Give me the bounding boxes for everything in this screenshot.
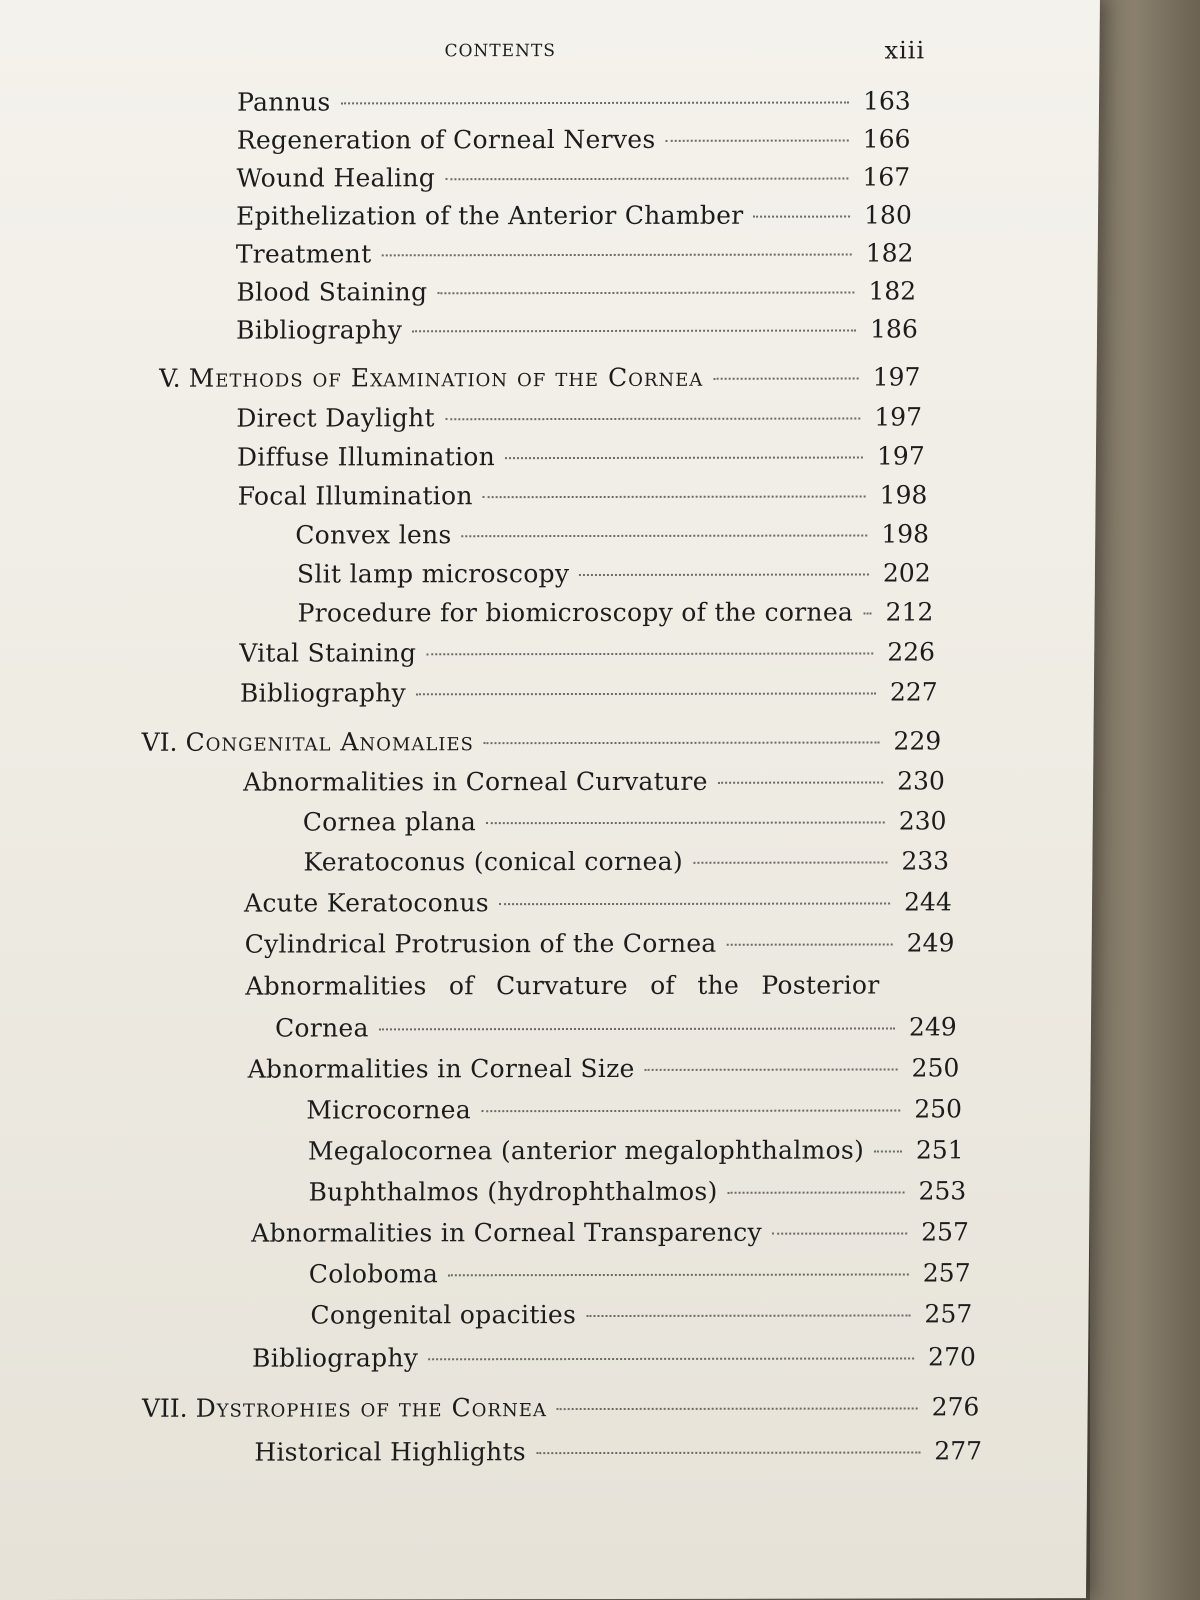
toc-entry-page: 276 <box>931 1392 980 1422</box>
header-title: CONTENTS <box>444 41 557 62</box>
toc-chapter <box>141 726 942 761</box>
toc-entry <box>239 637 936 672</box>
dot-leader <box>579 574 869 577</box>
toc-entry-label: Focal Illumination <box>237 481 473 511</box>
toc-entry <box>236 402 923 437</box>
toc-entry-label: Abnormalities in Corneal Transparency <box>251 1217 763 1248</box>
toc-entry-page: 180 <box>863 200 912 230</box>
toc-entry <box>243 766 945 801</box>
toc-entry <box>308 1258 971 1293</box>
toc-chapter-label: Dystrophies of the Cornea <box>195 1393 548 1423</box>
toc-entry-page: 197 <box>872 362 921 392</box>
toc-entry-page: 198 <box>881 519 930 549</box>
dot-leader <box>586 1314 910 1317</box>
dot-leader <box>448 1273 909 1276</box>
toc-entry-page: 182 <box>865 238 914 268</box>
toc-entry-page: 257 <box>922 1258 971 1288</box>
dot-leader <box>557 1407 918 1410</box>
toc-entry-label: Cornea <box>274 1013 369 1043</box>
toc-entry-label: Direct Daylight <box>236 403 435 433</box>
toc-entry <box>235 238 914 273</box>
dot-leader <box>863 613 871 615</box>
toc-entry-label: Epithelization of the Anterior Chamber <box>235 200 744 231</box>
toc-entry-page: 249 <box>906 928 955 958</box>
toc-entry-page: 250 <box>911 1053 960 1083</box>
toc-entry <box>235 200 912 235</box>
dot-leader <box>874 1150 902 1152</box>
toc-entry-page: 227 <box>889 677 938 707</box>
toc-entry <box>296 558 931 593</box>
toc-entry-page: 257 <box>921 1217 970 1247</box>
toc-entry <box>307 1135 964 1170</box>
toc-entry-label: Vital Staining <box>239 638 417 668</box>
dot-leader <box>341 102 849 105</box>
toc-entry-page: 251 <box>915 1135 964 1165</box>
toc-entry-page: 253 <box>918 1176 967 1206</box>
dot-leader <box>728 1191 905 1193</box>
toc-entry-page: 226 <box>887 637 936 667</box>
toc-entry-label: Congenital opacities <box>310 1300 577 1330</box>
toc-entry <box>247 1053 960 1088</box>
toc-entry-label: Cylindrical Protrusion of the Cornea <box>244 928 717 959</box>
toc-entry-label: Bibliography <box>235 315 403 345</box>
dot-leader <box>753 216 850 218</box>
dot-leader <box>381 254 851 257</box>
toc-entry-label: Acute Keratoconus <box>243 888 490 918</box>
toc-entry-page: 250 <box>914 1094 963 1124</box>
toc-entry <box>303 846 950 881</box>
dot-leader <box>693 861 888 863</box>
toc-entry-page: 212 <box>885 597 934 627</box>
toc-chapter <box>158 362 921 397</box>
dot-leader <box>727 943 893 945</box>
toc-entry-page: 167 <box>862 162 911 192</box>
dot-leader <box>416 692 876 695</box>
toc-entry-label: Buphthalmos (hydrophthalmos) <box>308 1176 718 1207</box>
dot-leader <box>428 1357 914 1360</box>
toc-entry-label: Microcornea <box>306 1095 472 1125</box>
toc-entry-label: Wound Healing <box>236 163 436 193</box>
toc-entry-page: 244 <box>903 887 952 917</box>
toc-entry-label: Blood Staining <box>236 277 428 307</box>
dot-leader <box>426 653 873 656</box>
dot-leader <box>445 178 848 181</box>
toc-entry-page: 197 <box>874 402 923 432</box>
toc-entry <box>254 1436 983 1471</box>
toc-entry <box>302 806 947 841</box>
chapter-numeral: VII. <box>141 1393 188 1423</box>
toc-entry <box>297 597 934 632</box>
dot-leader <box>379 1027 895 1030</box>
toc-entry-page: 277 <box>934 1436 983 1466</box>
toc-entry-page: 182 <box>868 276 917 306</box>
toc-entry-label: Abnormalities in Corneal Curvature <box>243 766 708 797</box>
dot-leader <box>481 1109 900 1112</box>
toc-chapter-label: Congenital Anomalies <box>185 727 475 757</box>
toc-entry-page: 270 <box>927 1342 976 1372</box>
dot-leader <box>499 902 890 905</box>
chapter-numeral: V. <box>158 363 181 393</box>
toc-entry-label: Megalocornea (anterior megalophthalmos) <box>307 1135 865 1166</box>
toc-entry-page: 233 <box>901 846 950 876</box>
toc-entry-page: 163 <box>862 86 911 116</box>
toc-entry <box>236 162 911 197</box>
header-page-number: xiii <box>884 36 926 65</box>
toc-entry <box>306 1094 963 1129</box>
toc-entry <box>236 86 911 121</box>
toc-entry-page: 230 <box>897 766 945 796</box>
toc-chapter-label: Methods of Examination of the Cornea <box>188 362 704 393</box>
toc-entry-label: Bibliography <box>252 1343 419 1373</box>
toc-entry-label: Convex lens <box>295 520 452 550</box>
toc-chapter <box>141 1392 980 1427</box>
toc-entry-label: Diffuse Illumination <box>236 442 496 472</box>
toc-entry <box>239 677 938 712</box>
toc-entry-page: 257 <box>924 1299 973 1329</box>
toc-entry <box>252 1342 976 1377</box>
chapter-numeral: VI. <box>141 727 178 757</box>
toc-entry-label: Abnormalities of Curvature of the Posterior <box>245 970 880 1001</box>
dot-leader <box>484 741 880 744</box>
toc-entry-page: 202 <box>882 558 931 588</box>
dot-leader <box>486 821 885 824</box>
toc-entry-page: 229 <box>893 726 942 756</box>
table-of-contents <box>0 86 1099 1467</box>
toc-entry-label: Historical Highlights <box>254 1437 527 1467</box>
toc-entry <box>251 1217 970 1252</box>
toc-entry <box>295 519 930 554</box>
dot-leader <box>713 378 858 380</box>
running-header <box>0 36 1100 68</box>
toc-entry-label: Keratoconus (conical cornea) <box>303 846 684 877</box>
dot-leader <box>536 1451 920 1454</box>
toc-entry-page: 249 <box>908 1012 957 1042</box>
toc-entry-label: Cornea plana <box>302 807 477 837</box>
toc-entry-label: Regeneration of Corneal Nerves <box>236 124 656 155</box>
toc-entry-label: Abnormalities in Corneal Size <box>247 1053 635 1084</box>
dot-leader <box>445 418 861 421</box>
dot-leader <box>666 140 849 142</box>
toc-entry <box>308 1176 967 1211</box>
toc-entry <box>236 276 917 311</box>
toc-entry-label: Coloboma <box>308 1259 439 1289</box>
toc-entry-label: Slit lamp microscopy <box>296 559 570 589</box>
toc-entry-label: Bibliography <box>239 678 407 708</box>
toc-entry <box>236 441 925 476</box>
dot-leader <box>505 457 863 460</box>
dot-leader <box>412 330 856 333</box>
toc-entry-label: Treatment <box>235 239 372 269</box>
toc-entry-label: Pannus <box>236 87 331 117</box>
dot-leader <box>772 1232 907 1234</box>
toc-entry <box>274 1012 957 1047</box>
toc-entry <box>237 480 928 515</box>
toc-entry <box>236 124 911 159</box>
toc-entry <box>244 928 955 963</box>
toc-entry-page: 197 <box>876 441 925 471</box>
dot-leader <box>462 535 868 538</box>
dot-leader <box>645 1068 898 1070</box>
toc-entry-page: 198 <box>879 480 928 510</box>
toc-entry-label: Procedure for biomicroscopy of the cornea <box>297 597 854 628</box>
toc-entry <box>310 1299 973 1334</box>
dot-leader <box>718 781 883 783</box>
toc-entry-page: 230 <box>898 806 947 836</box>
dot-leader <box>437 292 854 295</box>
book-edge <box>1090 0 1200 1600</box>
toc-entry-page: 166 <box>862 124 911 154</box>
dot-leader <box>483 496 866 499</box>
toc-entry <box>235 314 918 349</box>
toc-entry <box>243 887 952 922</box>
toc-entry-page: 186 <box>869 314 918 344</box>
toc-entry-wrapped <box>245 970 905 1005</box>
